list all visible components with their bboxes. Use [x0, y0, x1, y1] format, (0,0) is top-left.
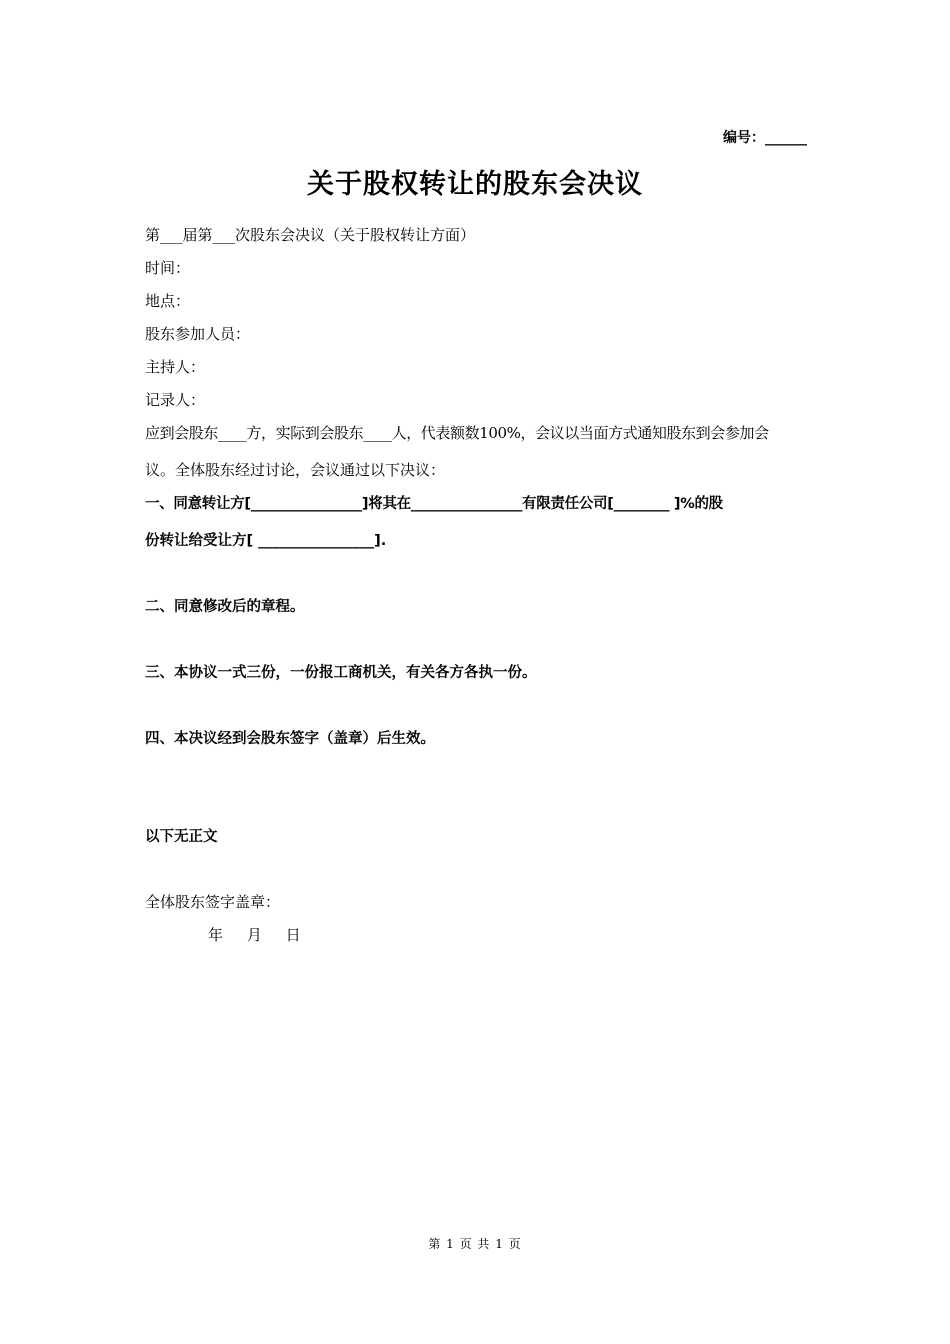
end-note: 以下无正文	[145, 829, 218, 845]
attendance-line-1: 应到会股东____方，实际到会股东____人，代表额数100%，会议以当面方式通知股东到会参加会	[145, 424, 769, 442]
resolution-1-line-1: 一、同意转让方[________________]将其在________________有限责任公司[________ ]%的股	[145, 496, 723, 512]
resolution-4: 四、本决议经到会股东签字（盖章）后生效。	[145, 731, 435, 747]
attendance-line-2: 议。全体股东经过讨论，会议通过以下决议：	[145, 461, 446, 479]
date-line: 年 月 日	[208, 926, 301, 944]
recorder-label: 记录人：	[145, 391, 206, 409]
resolution-3: 三、本协议一式三份，一份报工商机关，有关各方各执一份。	[145, 665, 537, 681]
serial-number: 编号：______	[723, 130, 807, 146]
time-label: 时间：	[145, 259, 191, 277]
page-title: 关于股权转让的股东会决议	[307, 169, 643, 200]
resolution-2: 二、同意修改后的章程。	[145, 599, 305, 615]
session-line: 第___届第___次股东会决议（关于股权转让方面）	[145, 226, 476, 244]
host-label: 主持人：	[145, 358, 206, 376]
signature-label: 全体股东签字盖章：	[145, 893, 281, 911]
resolution-1-line-2: 份转让给受让方[ ________________].	[145, 533, 387, 549]
page-footer: 第 1 页 共 1 页	[428, 1237, 522, 1251]
attendees-label: 股东参加人员：	[145, 325, 251, 343]
place-label: 地点：	[145, 292, 191, 310]
